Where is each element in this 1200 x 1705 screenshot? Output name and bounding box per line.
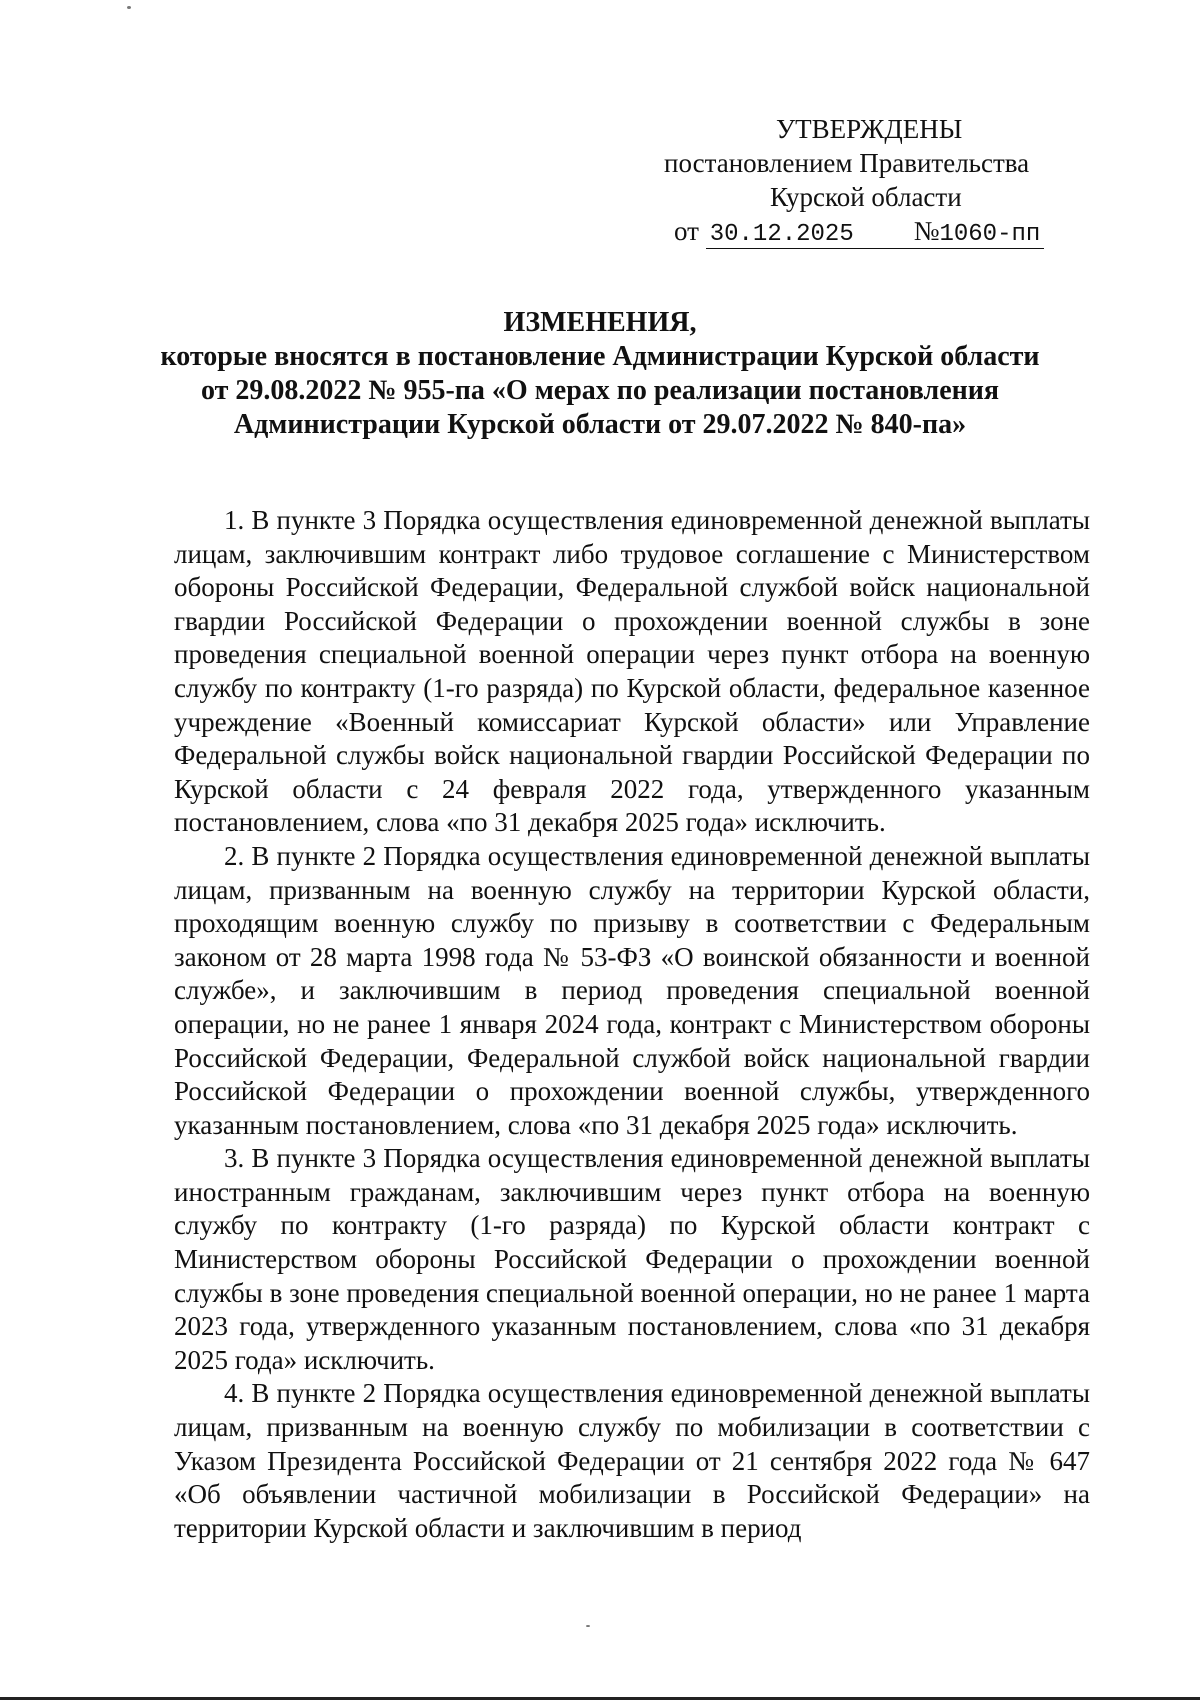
- scan-speck: [127, 6, 131, 9]
- title-heading: ИЗМЕНЕНИЯ,: [503, 307, 697, 338]
- scan-speck: [586, 1625, 590, 1627]
- paragraph-1: 1. В пункте 3 Порядка осуществления единовременной денежной выплаты лицам, заключившим контракт либо трудовое соглашение с Министерством обороны Российской Федерации, Федеральной службой войск национальной гвардии Российской Федерации о прохождении военной службы в зоне проведения специальной военной операции через пункт отбора на военную службу по контракту (1-го разряда) по Курской области, федеральное казенное учреждение «Военный комиссариат Курской области» или Управление Федеральной службы войск национальной гвардии Российской Федерации по Курской области с 24 февраля 2022 года, утвержденного указанным постановлением, слова «по 31 декабря 2025 года» исключить.: [174, 505, 1090, 838]
- approval-number-value: 1060-пп: [939, 221, 1041, 248]
- document-body: [174, 504, 1090, 1545]
- title-line-3: Администрации Курской области от 29.07.2022 № 840-па»: [233, 409, 967, 440]
- title-line-1: которые вносятся в постановление Администрации Курской области: [160, 341, 1040, 372]
- title-line-2: от 29.08.2022 № 955-па «О мерах по реализации постановления: [200, 375, 1000, 406]
- approval-number-field: [914, 218, 1044, 249]
- page-bottom-edge: [0, 1697, 1200, 1700]
- date-prefix: от: [674, 216, 699, 246]
- approval-date-number-line: [660, 214, 1080, 249]
- approval-stamp-block: [660, 112, 1080, 249]
- document-title: [120, 306, 1080, 442]
- approval-issuer: постановлением Правительства: [664, 148, 1030, 178]
- approval-heading: УТВЕРЖДЕНЫ: [776, 114, 963, 144]
- approval-date-field: 30.12.2025: [706, 222, 914, 249]
- number-prefix: №: [913, 216, 940, 246]
- approval-region: Курской области: [770, 182, 962, 212]
- paragraph-2: 2. В пункте 2 Порядка осуществления единовременной денежной выплаты лицам, призванным на военную службу на территории Курской области, проходящим военную службу по призыву в соответствии с Федеральным законом от 28 марта 1998 года № 53-ФЗ «О воинской обязанности и военной службе», и заключившим в период проведения специальной военной операции, но не ранее 1 января 2024 года, контракт с Министерством обороны Российской Федерации, Федеральной службой войск национальной гвардии Российской Федерации о прохождении военной службы, утвержденного указанным постановлением, слова «по 31 декабря 2025 года» исключить.: [174, 840, 1090, 1140]
- paragraph-4: 4. В пункте 2 Порядка осуществления единовременной денежной выплаты лицам, призванным на военную службу по мобилизации в соответствии с Указом Президента Российской Федерации от 21 сентября 2022 года № 647 «Об объявлении частичной мобилизации в Российской Федерации» на территории Курской области и заключившим в период: [174, 1378, 1090, 1543]
- paragraph-3: 3. В пункте 3 Порядка осуществления единовременной денежной выплаты иностранным гражданам, заключившим через пункт отбора на военную службу по контракту (1-го разряда) по Курской области контракт с Министерством обороны Российской Федерации о прохождении военной службы в зоне проведения специальной военной операции, но не ранее 1 марта 2023 года, утвержденного указанным постановлением, слова «по 31 декабря 2025 года» исключить.: [174, 1143, 1090, 1375]
